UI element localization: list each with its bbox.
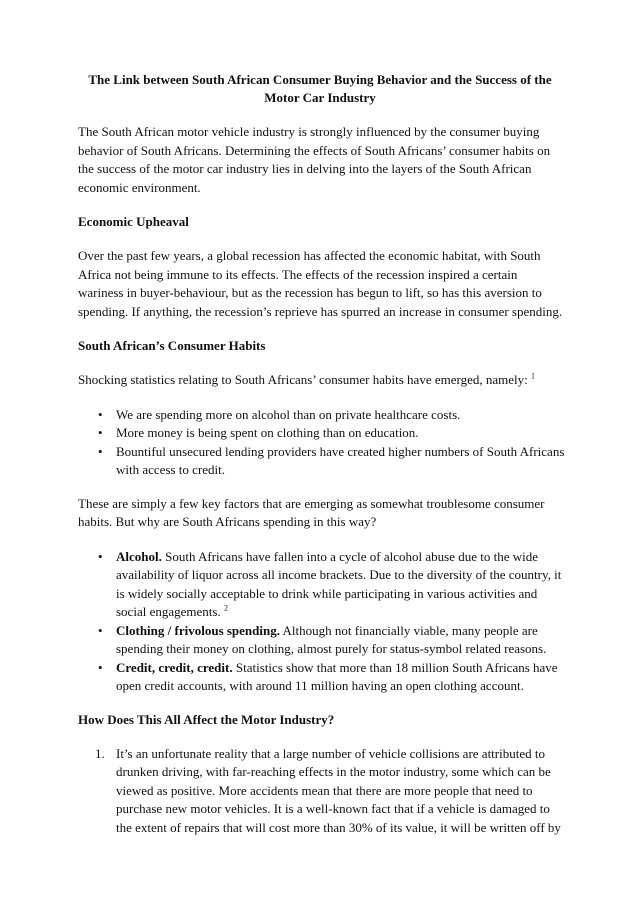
motor-effects-list [78,745,578,838]
list-item [78,548,568,622]
intro-paragraph: The South African motor vehicle industry is strongly influenced by the consumer buying behavior of South Africans. Determining the effects of South Africans’ consumer habits on the success of the motor car industry lies in delving into the layers of the South African economic environment. [78,124,551,195]
section-heading-motor: How Does This All Affect the Motor Industry? [78,711,335,727]
economic-paragraph: Over the past few years, a global recession has affected the economic habitat, with South Africa not being immune to its effects. The effects of the recession inspired a certain wariness in buyer-behaviour, but as the recession has begun to lift, so has this aversion to spending. If anything, the recession’s reprieve has spurred an increase in consumer spending. [78,248,563,319]
list-item [78,659,568,696]
item-number: 1. [95,745,105,761]
reason-term: Credit, credit, credit. [116,659,233,675]
list-item: • More money is being spent on clothing than on education. [78,424,568,443]
reason-text: Statistics show that more than 18 million South Africans have open credit accounts, with around 11 million having an open clothing account. [116,659,558,693]
list-item [78,745,568,838]
reason-term: Alcohol. [116,548,162,564]
section-heading-habits: South African’s Consumer Habits [78,338,266,353]
footnote-ref-2: 2 [223,603,228,613]
statistics-list [78,406,578,480]
section-heading-economic: Economic Upheaval [78,214,189,229]
document-title: The Link between South African Consumer Buying Behavior and the Success of the Motor Car Industry [88,72,552,105]
reason-text: South Africans have fallen into a cycle of alcohol abuse due to the wide availability of liquor across all income brackets. Due to the diversity of the country, it is widely socially acceptable to drink while participating in various activities and social engagements. [116,548,562,619]
followup-paragraph: These are simply a few key factors that are emerging as somewhat troublesome consumer habits. But why are South Africans spending in this way? [78,495,545,529]
reason-term: Clothing / frivolous spending. [116,622,280,638]
habits-lead-text: Shocking statistics relating to South Africans’ consumer habits have emerged, namely: [78,372,528,387]
item-text: It’s an unfortunate reality that a large number of vehicle collisions are attributed to drunken driving, with far-reaching effects in the motor industry, some which can be viewed as positive. More accidents mean that there are more people that need to purchase new motor vehicles. It is a well-known fact that if a vehicle is damaged to the extent of repairs that will cost more than 30% of its value, it will be written off by [116,745,561,835]
list-item: • We are spending more on alcohol than on private healthcare costs. [78,406,568,425]
reason-text: Although not financially viable, many people are spending their money on clothing, almost purely for status-symbol related reasons. [116,622,547,656]
habits-lead-paragraph [78,371,566,390]
list-item: • Bountiful unsecured lending providers have created higher numbers of South Africans with access to credit. [78,443,568,480]
footnote-ref-1: 1 [530,371,535,381]
list-item [78,622,568,659]
reasons-list [78,548,578,696]
